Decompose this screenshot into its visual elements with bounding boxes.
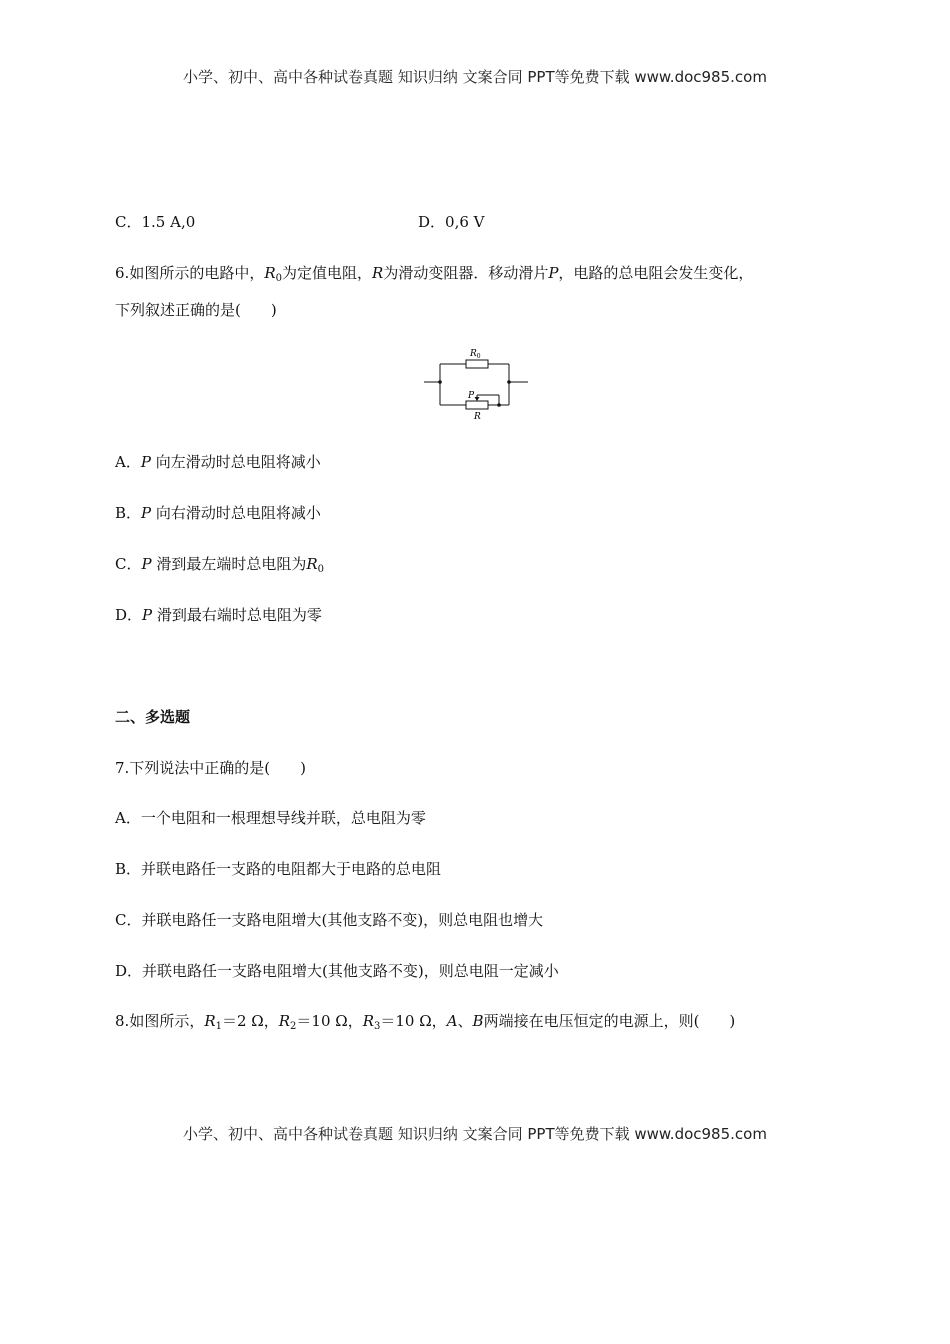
var-r0-sub: 0 [317, 564, 325, 575]
q6-stem-line2: 下列叙述正确的是( ) [115, 301, 277, 319]
option-text: 向右滑动时总电阻将减小 [155, 504, 321, 522]
p-label: P [468, 391, 475, 401]
r-label: R [474, 412, 481, 422]
option-label: B． [115, 504, 142, 522]
value-r2: ＝10 Ω， [296, 1012, 363, 1030]
option-label: C． [115, 213, 142, 231]
q6-option-a [115, 452, 321, 472]
var-r3-sub: 3 [374, 1021, 381, 1032]
q6-option-b [115, 503, 321, 523]
var-r0: R [264, 264, 276, 282]
option-label: C． [115, 555, 142, 573]
var-r0: R [306, 555, 318, 573]
var-r0-sub: 0 [275, 273, 282, 284]
var-r2-sub: 2 [290, 1021, 297, 1032]
option-label: D． [115, 606, 143, 624]
stem-text: 如图所示， [129, 1012, 205, 1030]
slider-node-dot [497, 403, 501, 407]
var-p: P [141, 555, 152, 573]
value-r3: ＝10 Ω， [380, 1012, 447, 1030]
option-text: 滑到最左端时总电阻为 [156, 555, 307, 573]
var-p: P [141, 504, 152, 522]
r0-resistor [466, 360, 488, 368]
var-r1: R [204, 1012, 216, 1030]
q7-option-a: A．一个电阻和一根理想导线并联，总电阻为零 [115, 809, 426, 827]
section-heading-multiple-choice: 二、多选题 [115, 708, 191, 726]
stem-text: 如图所示的电路中， [129, 264, 265, 282]
option-text: 0,6 V [445, 213, 485, 231]
separator: 、 [457, 1012, 473, 1030]
left-node-dot [438, 380, 442, 384]
value-r1: ＝2 Ω， [222, 1012, 279, 1030]
page-header: 小学、初中、高中各种试卷真题 知识归纳 文案合同 PPT等免费下载 www.doc985.com [183, 68, 767, 86]
slider-arrow-icon [475, 397, 480, 401]
q7-option-d: D．并联电路任一支路电阻增大(其他支路不变)，则总电阻一定减小 [115, 962, 559, 980]
option-text: 1.5 A,0 [141, 213, 196, 231]
q6-option-d [115, 605, 322, 625]
stem-text: ，电路的总电阻会发生变化， [558, 264, 754, 282]
q7-option-c: C．并联电路任一支路电阻增大(其他支路不变)，则总电阻也增大 [115, 911, 544, 929]
q7-stem: 7.下列说法中正确的是( ) [115, 759, 307, 777]
option-label: A． [115, 453, 141, 471]
stem-text: 为定值电阻， [282, 264, 373, 282]
right-node-dot [507, 380, 511, 384]
var-p: P [142, 606, 153, 624]
question-number: 6. [115, 264, 130, 282]
q8-stem [115, 1011, 735, 1031]
q6-circuit-diagram [420, 342, 532, 424]
var-p: P [548, 264, 559, 282]
question-number: 8. [115, 1012, 130, 1030]
q6-option-c [115, 554, 324, 574]
var-a: A [446, 1012, 458, 1030]
option-text: 向左滑动时总电阻将减小 [155, 453, 321, 471]
var-r2: R [278, 1012, 291, 1030]
var-r1-sub: 1 [215, 1021, 222, 1032]
page-footer: 小学、初中、高中各种试卷真题 知识归纳 文案合同 PPT等免费下载 www.doc985.com [183, 1125, 767, 1143]
q7-option-b: B．并联电路任一支路的电阻都大于电路的总电阻 [115, 860, 442, 878]
var-r3: R [362, 1012, 375, 1030]
q5-option-d [418, 212, 485, 232]
var-r: R [372, 264, 384, 282]
stem-text: 为滑动变阻器．移动滑片 [383, 264, 549, 282]
var-p: P [140, 453, 151, 471]
rheostat-r [466, 401, 488, 409]
q5-option-c [115, 212, 195, 232]
option-text: 滑到最右端时总电阻为零 [156, 606, 322, 624]
var-b: B [472, 1012, 484, 1030]
r0-label: $R_0$ [470, 349, 481, 360]
stem-text: 两端接在电压恒定的电源上，则( ) [483, 1012, 736, 1030]
option-label: D． [418, 213, 446, 231]
q6-stem-line1 [115, 263, 753, 283]
